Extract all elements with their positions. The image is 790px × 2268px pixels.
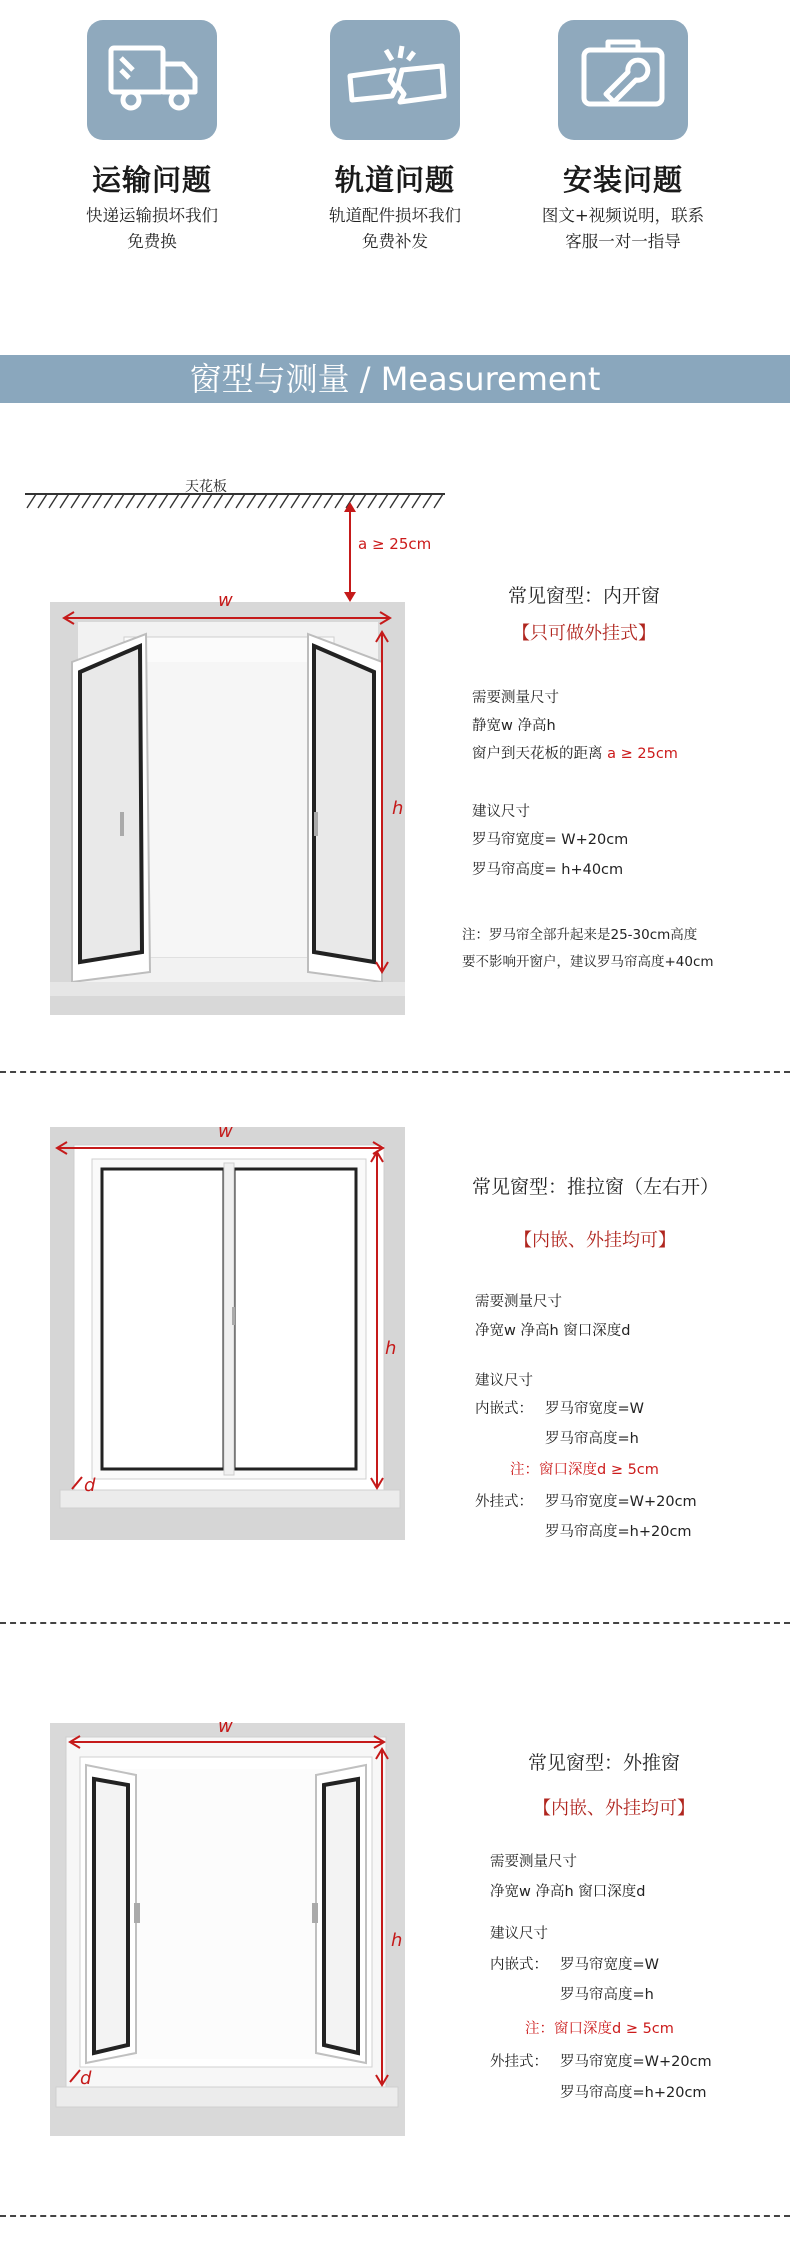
suggest-label: 建议尺寸: [490, 1926, 548, 1942]
measure-label: 需要测量尺寸: [490, 1854, 577, 1870]
hatch-mark: [49, 494, 58, 508]
service-desc-install: [513, 203, 733, 255]
note-line: 注：罗马帘全部升起来是25-30cm高度: [462, 927, 698, 943]
banner-title: 窗型与测量 / Measurement: [189, 360, 601, 398]
hatch-mark: [324, 494, 333, 508]
hatch-mark: [203, 494, 212, 508]
hatch-mark: [434, 494, 443, 508]
hatch-mark: [390, 494, 399, 508]
divider: [0, 1622, 790, 1624]
depth-note-text: 窗口深度d ≥ 5cm: [539, 1462, 659, 1478]
hatch-mark: [291, 494, 300, 508]
outward-window-photo: [50, 1723, 405, 2136]
depth-note-label: 注：: [510, 1462, 539, 1478]
ceiling-hatch: [25, 488, 445, 518]
hatch-mark: [82, 494, 91, 508]
hatch-mark: [192, 494, 201, 508]
service-title-rail: 轨道问题: [334, 163, 455, 197]
hatch-mark: [148, 494, 157, 508]
truck-icon: [87, 20, 217, 140]
measure-line: 净宽w 净高h 窗口深度d: [475, 1323, 631, 1339]
inner-mount-line: 罗马帘宽度=W: [560, 1957, 659, 1973]
hatch-mark: [170, 494, 179, 508]
hatch-mark: [269, 494, 278, 508]
inner-mount-line: 罗马帘高度=h: [545, 1431, 639, 1447]
outer-mount-line: 罗马帘高度=h+20cm: [560, 2085, 707, 2101]
outer-mount-line: 罗马帘宽度=W+20cm: [560, 2054, 712, 2070]
depth-label: d: [80, 2068, 92, 2089]
divider: [0, 2215, 790, 2217]
depth-label: d: [84, 1475, 96, 1496]
inner-mount-line: 罗马帘高度=h: [560, 1987, 654, 2003]
ceiling-label: 天花板: [185, 479, 227, 495]
hatch-mark: [137, 494, 146, 508]
suggest-label: 建议尺寸: [475, 1373, 533, 1389]
depth-note-label: 注：: [525, 2021, 554, 2037]
suggest-label: 建议尺寸: [472, 804, 530, 820]
depth-note-text: 窗口深度d ≥ 5cm: [554, 2021, 674, 2037]
width-label: w: [218, 1716, 233, 1737]
outer-mount-line: 罗马帘高度=h+20cm: [545, 1524, 692, 1540]
distance-label: a ≥ 25cm: [358, 535, 432, 553]
service-desc-line: 图文+视频说明，联系: [541, 206, 705, 225]
service-title-install: 安装问题: [562, 163, 683, 197]
measure-line: 净宽w 净高h 窗口深度d: [490, 1884, 646, 1900]
hatch-mark: [236, 494, 245, 508]
section-banner: [0, 355, 790, 403]
hatch-mark: [379, 494, 388, 508]
hatch-mark: [181, 494, 190, 508]
inner-mount-line: 罗马帘宽度=W: [545, 1401, 644, 1417]
outer-mount-line: 罗马帘宽度=W+20cm: [545, 1494, 697, 1510]
hatch-mark: [27, 494, 36, 508]
inner-mount-label: 内嵌式：: [475, 1401, 533, 1417]
service-desc-line: 快递运输损坏我们: [86, 206, 218, 225]
measure-label: 需要测量尺寸: [472, 690, 559, 706]
hatch-mark: [313, 494, 322, 508]
hatch-mark: [247, 494, 256, 508]
height-arrow: [372, 1747, 392, 2087]
mount-tag: 【只可做外挂式】: [512, 623, 656, 644]
mount-tag: 【内嵌、外挂均可】: [514, 1230, 676, 1251]
window-type-title: 常见窗型：内开窗: [508, 585, 661, 607]
service-desc-rail: [285, 203, 505, 255]
outer-mount-label: 外挂式：: [490, 2054, 548, 2070]
height-arrow: [372, 630, 392, 975]
hatch-mark: [423, 494, 432, 508]
sliding-window-photo: [50, 1127, 405, 1540]
height-label: h: [391, 1930, 403, 1951]
depth-note: [525, 2017, 674, 2038]
wrench-box-icon: [558, 20, 688, 140]
hatch-mark: [115, 494, 124, 508]
hatch-mark: [258, 494, 267, 508]
window-type-title: 常见窗型：外推窗: [528, 1752, 681, 1774]
inner-mount-label: 内嵌式：: [490, 1957, 548, 1973]
measure-label: 需要测量尺寸: [475, 1294, 562, 1310]
hatch-mark: [104, 494, 113, 508]
hatch-mark: [280, 494, 289, 508]
hatch-mark: [225, 494, 234, 508]
measure-line: [472, 742, 678, 763]
service-desc-line: 免费换: [127, 232, 177, 251]
hatch-mark: [159, 494, 168, 508]
service-desc-line: 客服一对一指导: [565, 232, 681, 251]
width-arrow: [62, 608, 392, 628]
suggest-line: 罗马帘宽度= W+20cm: [472, 832, 629, 848]
service-desc-line: 免费补发: [362, 232, 428, 251]
hatch-mark: [60, 494, 69, 508]
measure-text: 窗户到天花板的距离: [472, 746, 603, 762]
outer-mount-label: 外挂式：: [475, 1494, 533, 1510]
height-label: h: [392, 798, 404, 819]
broken-rail-icon: [330, 20, 460, 140]
suggest-line: 罗马帘高度= h+40cm: [472, 862, 624, 878]
width-label: w: [218, 590, 233, 611]
note-line: 要不影响开窗户，建议罗马帘高度+40cm: [462, 954, 714, 970]
hatch-mark: [126, 494, 135, 508]
height-label: h: [385, 1338, 397, 1359]
service-desc-transport: [42, 203, 262, 255]
width-label: w: [218, 1121, 233, 1142]
divider: [0, 1071, 790, 1073]
inward-window-photo: [50, 602, 405, 1015]
service-desc-line: 轨道配件损坏我们: [329, 206, 461, 225]
height-arrow: [367, 1150, 387, 1490]
service-title-transport: 运输问题: [91, 163, 212, 197]
hatch-mark: [38, 494, 47, 508]
hatch-mark: [214, 494, 223, 508]
window-type-title: 常见窗型：推拉窗（左右开）: [472, 1176, 720, 1198]
distance-arrow: [340, 500, 360, 605]
depth-note: [510, 1458, 659, 1479]
hatch-mark: [401, 494, 410, 508]
hatch-mark: [412, 494, 421, 508]
mount-tag: 【内嵌、外挂均可】: [533, 1798, 695, 1819]
hatch-mark: [71, 494, 80, 508]
measure-line: 静宽w 净高h: [472, 718, 556, 734]
hatch-mark: [302, 494, 311, 508]
hatch-mark: [368, 494, 377, 508]
hatch-mark: [93, 494, 102, 508]
measure-text-red: a ≥ 25cm: [607, 746, 678, 762]
